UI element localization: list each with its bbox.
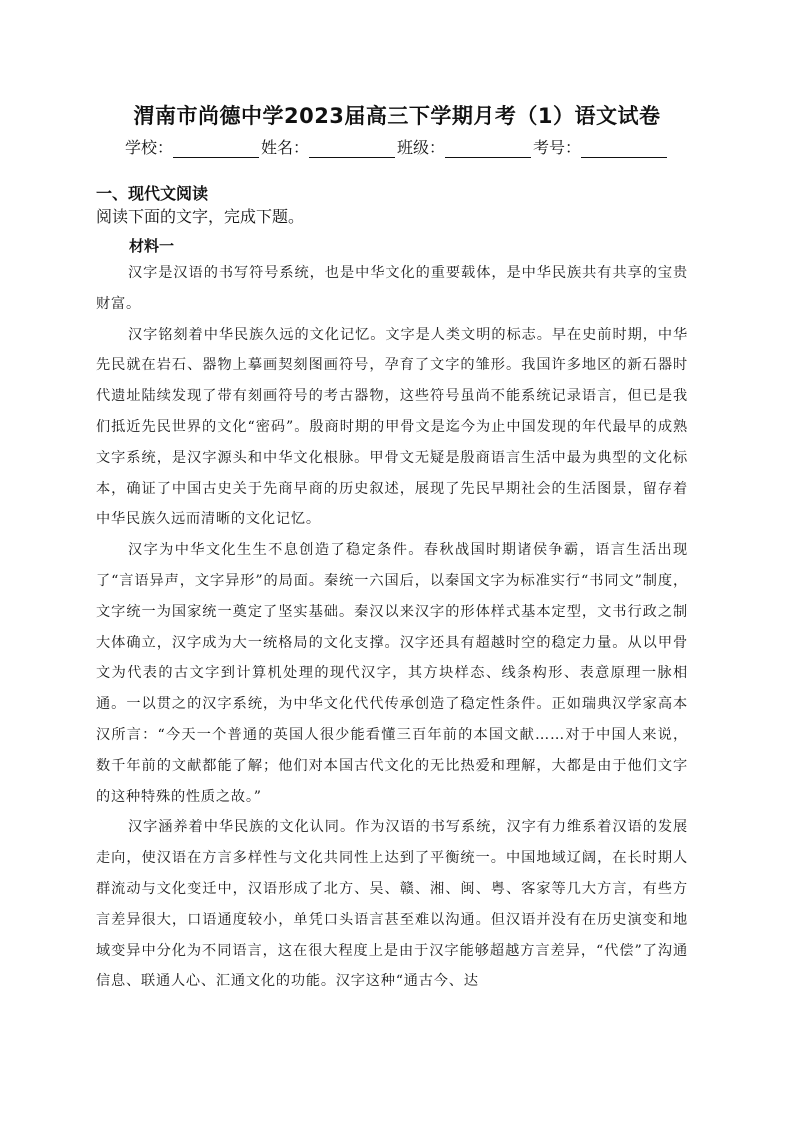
- reading-instruction: 阅读下面的文字，完成下题。: [96, 207, 305, 226]
- name-label: 姓名：: [260, 138, 309, 157]
- class-label: 班级：: [397, 138, 446, 157]
- name-blank[interactable]: [309, 139, 395, 158]
- exam-number-field: [533, 135, 669, 158]
- class-field: [397, 135, 533, 158]
- school-field: [125, 135, 261, 158]
- name-field: [261, 135, 397, 158]
- school-label: 学校：: [124, 138, 173, 157]
- passage-paragraph: 汉字为中华文化生生不息创造了稳定条件。春秋战国时期诸侯争霸，语言生活出现了“言语异声，文字异形”的局面。秦统一六国后，以秦国文字为标准实行“书同文”制度，文字统一为国家统一奠定了坚实基础。秦汉以来汉字的形体样式基本定型，文书行政之制大体确立，汉字成为大一统格局的文化支撑。汉字还具有超越时空的稳定力量。从以甲骨文为代表的古文字到计算机处理的现代汉字，其方块样态、线条构形、表意原理一脉相通。一以贯之的汉字系统，为中华文化代代传承创造了稳定性条件。正如瑞典汉学家高本汉所言：“今天一个普通的英国人很少能看懂三百年前的本国文献……对于中国人来说，数千年前的文献都能了解；他们对本国古代文化的无比热爱和理解，大都是由于他们文字的这种特殊的性质之故。”: [96, 542, 688, 805]
- exam-number-label: 考号：: [533, 138, 582, 157]
- school-blank[interactable]: [173, 139, 259, 158]
- passage-paragraph: 汉字是汉语的书写符号系统，也是中华文化的重要载体，是中华民族共有共享的宝贵财富。: [96, 265, 688, 312]
- class-blank[interactable]: [445, 139, 531, 158]
- exam-title: 渭南市尚德中学2023届高三下学期月考（1）语文试卷: [133, 104, 661, 128]
- passage-paragraph: 汉字涵养着中华民族的文化认同。作为汉语的书写系统，汉字有力维系着汉语的发展走向，使汉语在方言多样性与文化共同性上达到了平衡统一。中国地域辽阔，在长时期人群流动与文化变迁中，汉语形成了北方、吴、赣、湘、闽、粤、客家等几大方言，有些方言差异很大，口语通度较小，单凭口头语言甚至难以沟通。但汉语并没有在历史演变和地域变异中分化为不同语言，这在很大程度上是由于汉字能够超越方言差异，“代偿”了沟通信息、联通人心、汇通文化的功能。汉字这种“通古今、达: [96, 819, 688, 990]
- material-heading: 材料一: [129, 237, 175, 255]
- student-info-line: [0, 135, 794, 158]
- section-heading: 一、现代文阅读: [96, 184, 209, 203]
- exam-number-blank[interactable]: [581, 139, 667, 158]
- passage-paragraph: 汉字铭刻着中华民族久远的文化记忆。文字是人类文明的标志。早在史前时期，中华先民就在岩石、器物上摹画契刻图画符号，孕育了文字的雏形。我国许多地区的新石器时代遗址陆续发现了带有刻画符号的考古器物，这些符号虽尚不能系统记录语言，但已是我们抵近先民世界的文化“密码”。殷商时期的甲骨文是迄今为止中国发现的年代最早的成熟文字系统，是汉字源头和中华文化根脉。甲骨文无疑是殷商语言生活中最为典型的文化标本，确证了中国古史关于先商早商的历史叙述，展现了先民早期社会的生活图景，留存着中华民族久远而清晰的文化记忆。: [96, 326, 688, 528]
- reading-passage: [96, 258, 688, 997]
